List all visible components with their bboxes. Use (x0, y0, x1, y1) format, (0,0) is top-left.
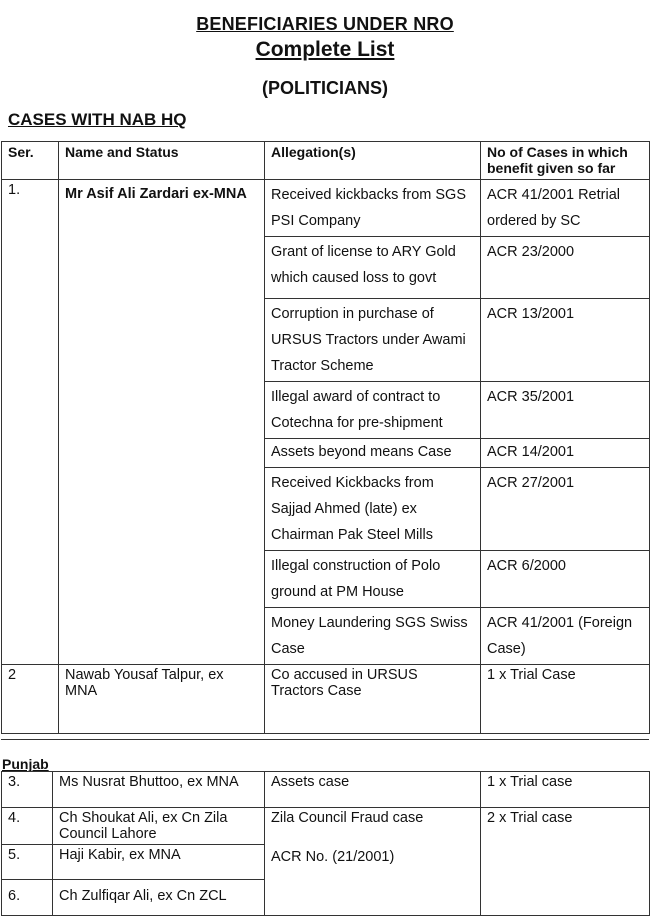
ser-cell: 4. (2, 808, 53, 845)
ser-cell: 3. (2, 772, 53, 808)
cases-cell: ACR 13/2001 (481, 299, 650, 382)
name-cell: Ch Zulfiqar Ali, ex Cn ZCL (53, 880, 265, 916)
table-row (2, 180, 650, 237)
ser-cell: 6. (2, 880, 53, 916)
cases-cell: ACR 41/2001 Retrial ordered by SC (481, 180, 650, 237)
ser-cell: 2 (2, 665, 59, 734)
section-heading-nab: CASES WITH NAB HQ (8, 110, 187, 129)
allegation-cell: Illegal construction of Polo ground at PM House (265, 551, 481, 608)
allegation-cell: Co accused in URSUS Tractors Case (265, 665, 481, 734)
divider-line (1, 739, 649, 740)
allegation-cell: Illegal award of contract to Cotechna for pre-shipment (265, 382, 481, 439)
table-row (2, 772, 650, 808)
document-subtitle: Complete List (255, 38, 395, 61)
allegation-cell: ACR No. (21/2001) (265, 845, 481, 916)
allegation-cell: Received kickbacks from SGS PSI Company (265, 180, 481, 237)
allegation-cell: Received Kickbacks from Sajjad Ahmed (late) ex Chairman Pak Steel Mills (265, 468, 481, 551)
cases-cell: ACR 23/2000 (481, 237, 650, 299)
allegation-cell: Zila Council Fraud case (265, 808, 481, 845)
document-title: BENEFICIARIES UNDER NRO (196, 14, 454, 34)
name-cell: Ch Shoukat Ali, ex Cn Zila Council Lahore (53, 808, 265, 845)
column-header-allegation: Allegation(s) (265, 142, 481, 180)
name-cell: Mr Asif Ali Zardari ex-MNA (59, 180, 265, 665)
cases-cell: ACR 14/2001 (481, 439, 650, 468)
allegation-cell: Grant of license to ARY Gold which caused loss to govt (265, 237, 481, 299)
allegation-cell: Assets case (265, 772, 481, 808)
allegation-cell: Corruption in purchase of URSUS Tractors under Awami Tractor Scheme (265, 299, 481, 382)
cases-cell: ACR 41/2001 (Foreign Case) (481, 608, 650, 665)
allegation-cell: Assets beyond means Case (265, 439, 481, 468)
cases-cell: 2 x Trial case (481, 808, 650, 916)
cases-cell: ACR 6/2000 (481, 551, 650, 608)
name-cell: Ms Nusrat Bhuttoo, ex MNA (53, 772, 265, 808)
cases-cell: 1 x Trial case (481, 772, 650, 808)
cases-cell: 1 x Trial Case (481, 665, 650, 734)
name-cell: Nawab Yousaf Talpur, ex MNA (59, 665, 265, 734)
punjab-cases-table (1, 771, 650, 916)
table-row (2, 808, 650, 845)
cases-cell: ACR 35/2001 (481, 382, 650, 439)
ser-cell: 5. (2, 845, 53, 880)
allegation-cell: Money Laundering SGS Swiss Case (265, 608, 481, 665)
nab-cases-table (1, 141, 650, 734)
table-row (2, 665, 650, 734)
column-header-cases: No of Cases in which benefit given so far (481, 142, 650, 180)
document-category: (POLITICIANS) (262, 78, 388, 98)
ser-cell: 1. (2, 180, 59, 665)
section-heading-punjab: Punjab (2, 756, 49, 772)
column-header-ser: Ser. (2, 142, 59, 180)
cases-cell: ACR 27/2001 (481, 468, 650, 551)
column-header-name: Name and Status (59, 142, 265, 180)
table-header-row (2, 142, 650, 180)
name-cell: Haji Kabir, ex MNA (53, 845, 265, 880)
